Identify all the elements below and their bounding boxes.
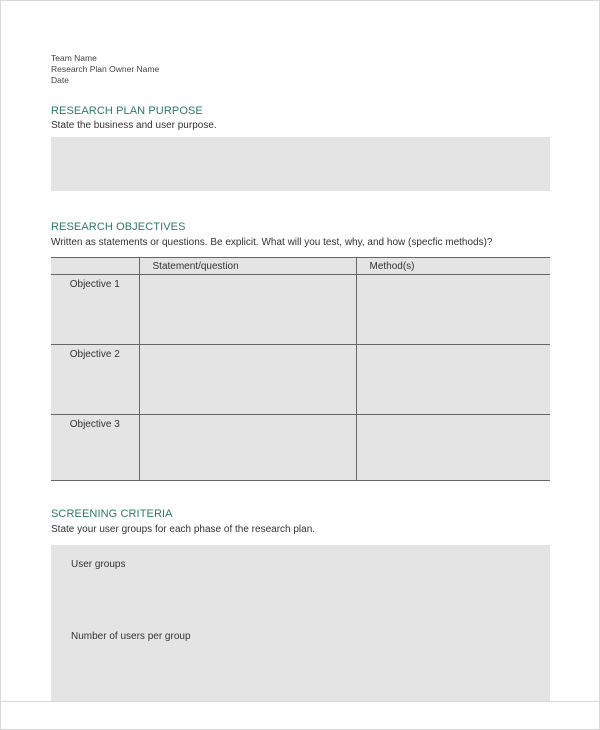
date-label: Date	[51, 75, 69, 85]
table-row	[51, 345, 550, 415]
purpose-input-box[interactable]	[51, 137, 550, 191]
screening-input-box[interactable]	[51, 545, 550, 702]
objectives-table	[51, 257, 550, 481]
purpose-title: RESEARCH PLAN PURPOSE	[51, 105, 203, 117]
table-header-row	[51, 258, 550, 275]
objectives-subtitle: Written as statements or questions. Be explicit. What will you test, why, and how (specfic methods)?	[51, 237, 493, 248]
objective-label: Objective 2	[51, 345, 139, 415]
team-name: Team Name	[51, 53, 97, 63]
objective-label: Objective 1	[51, 275, 139, 345]
column-header-label	[51, 258, 139, 275]
column-header-methods: Method(s)	[356, 258, 550, 275]
document-header	[51, 53, 159, 86]
users-per-group-label: Number of users per group	[71, 631, 191, 642]
methods-cell[interactable]	[356, 275, 550, 345]
methods-cell[interactable]	[356, 345, 550, 415]
table-row	[51, 275, 550, 345]
column-header-statement: Statement/question	[139, 258, 356, 275]
objectives-title: RESEARCH OBJECTIVES	[51, 221, 186, 233]
purpose-subtitle: State the business and user purpose.	[51, 120, 217, 131]
owner-name: Research Plan Owner Name	[51, 64, 160, 74]
table-row	[51, 415, 550, 481]
screening-title: SCREENING CRITERIA	[51, 508, 173, 520]
statement-cell[interactable]	[139, 415, 356, 481]
page-divider	[0, 701, 600, 702]
methods-cell[interactable]	[356, 415, 550, 481]
objective-label: Objective 3	[51, 415, 139, 481]
statement-cell[interactable]	[139, 275, 356, 345]
user-groups-label: User groups	[71, 559, 126, 570]
statement-cell[interactable]	[139, 345, 356, 415]
screening-subtitle: State your user groups for each phase of the research plan.	[51, 524, 316, 535]
